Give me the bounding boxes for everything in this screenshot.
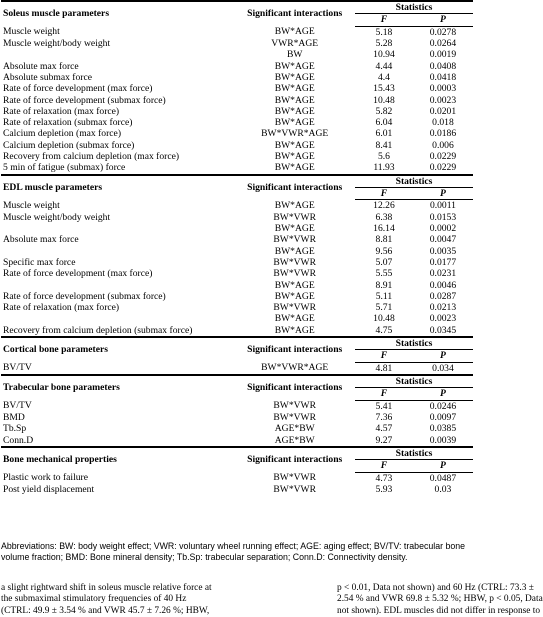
- section-title: EDL muscle parameters: [1, 175, 234, 200]
- table-row: [1, 49, 473, 60]
- section-header-row: [1, 375, 473, 388]
- p-header: P: [413, 460, 473, 472]
- table-row: [1, 212, 473, 223]
- parameter-cell: Recovery from calcium depletion (submax force): [3, 324, 193, 336]
- p-value-cell: 0.0023: [429, 94, 457, 106]
- interactions-header: Significant interactions: [234, 447, 355, 472]
- table-row: [1, 95, 473, 106]
- parameter-cell: Muscle weight/body weight: [3, 211, 111, 223]
- f-value-cell: 10.94: [373, 49, 395, 61]
- f-value-cell: 5.6: [377, 151, 390, 163]
- p-value-cell: 0.0023: [429, 313, 457, 325]
- f-value-cell: 12.26: [373, 200, 395, 212]
- p-value-cell: 0.0487: [429, 472, 457, 484]
- table-row: [1, 313, 473, 324]
- table-row: [1, 325, 473, 337]
- parameter-cell: [1, 223, 234, 234]
- f-value-cell: 4.75: [375, 324, 393, 336]
- p-value-cell: 0.0418: [429, 71, 457, 83]
- section-title: Cortical bone parameters: [1, 337, 234, 362]
- table-row: [1, 106, 473, 117]
- f-value-cell: 4.4: [377, 71, 390, 83]
- f-value-cell: 8.81: [375, 234, 393, 246]
- f-header: F: [355, 188, 413, 200]
- p-value-cell: 0.0345: [429, 324, 457, 336]
- interaction-cell: BW*AGE: [274, 245, 315, 257]
- table-row: [1, 302, 473, 313]
- table-row: [1, 246, 473, 257]
- body-text-left-column: [1, 583, 212, 617]
- section-header-row: [1, 175, 473, 188]
- section-header-row: [1, 447, 473, 460]
- interaction-cell: BW*AGE: [274, 151, 315, 163]
- parameter-cell: Muscle weight/body weight: [3, 37, 111, 49]
- interaction-cell: BW*AGE: [274, 83, 315, 95]
- p-value-cell: 0.03: [434, 483, 452, 495]
- p-value-cell: 0.0019: [429, 49, 457, 61]
- interaction-cell: BW*VWR: [273, 302, 317, 314]
- p-value-cell: 0.0153: [429, 211, 457, 223]
- parameter-cell: Specific max force: [3, 256, 76, 268]
- table-row: [1, 412, 473, 423]
- p-value-cell: 0.0231: [429, 268, 457, 280]
- body-text-line: (CTRL: 49.9 ± 3.54 % and VWR 45.7 ± 7.26 %; HBW,: [1, 605, 210, 616]
- statistics-header: Statistics: [355, 375, 473, 388]
- p-value-cell: 0.0201: [429, 105, 457, 117]
- p-value-cell: 0.0287: [429, 290, 457, 302]
- parameter-cell: Absolute max force: [3, 60, 79, 72]
- parameter-cell: [1, 313, 234, 324]
- f-value-cell: 7.36: [375, 411, 393, 423]
- parameter-cell: Muscle weight: [3, 26, 60, 38]
- parameter-cell: Absolute max force: [3, 234, 79, 246]
- caption-line: Abbreviations: BW: body weight effect; VWR: voluntary wheel running effect; AGE: aging effect; BV/TV: trabecular bone: [1, 541, 466, 551]
- interaction-cell: AGE*BW: [274, 423, 315, 435]
- interaction-cell: BW*VWR: [273, 483, 317, 495]
- parameter-cell: BMD: [3, 411, 25, 423]
- table-row: [1, 200, 473, 212]
- p-value-cell: 0.0229: [429, 151, 457, 163]
- caption-line: volume fraction; BMD: Bone mineral density; Tb.Sp: trabecular separation; Conn.D: Connectivity density.: [1, 551, 408, 562]
- p-value-cell: 0.0278: [429, 26, 457, 38]
- table-row: [1, 61, 473, 72]
- parameter-cell: Rate of relaxation (max force): [3, 302, 120, 314]
- interaction-cell: BW*AGE: [274, 139, 315, 151]
- f-value-cell: 11.93: [373, 162, 395, 174]
- f-value-cell: 8.91: [375, 279, 393, 291]
- interactions-header: Significant interactions: [234, 175, 355, 200]
- p-value-cell: 0.034: [432, 362, 454, 374]
- table-row: [1, 234, 473, 245]
- interactions-header: Significant interactions: [234, 1, 355, 26]
- interactions-header: Significant interactions: [234, 337, 355, 362]
- table-row: [1, 423, 473, 434]
- p-value-cell: 0.0011: [429, 200, 456, 212]
- table-row: [1, 117, 473, 128]
- table-row: [1, 38, 473, 49]
- statistics-header: Statistics: [355, 175, 473, 188]
- parameter-cell: BV/TV: [3, 400, 32, 412]
- table-row: [1, 268, 473, 279]
- f-value-cell: 5.55: [375, 268, 393, 280]
- body-text-right-column: [337, 583, 543, 617]
- interaction-cell: BW*AGE: [274, 200, 315, 212]
- parameter-cell: BV/TV: [3, 362, 32, 374]
- table-row: [1, 400, 473, 412]
- f-value-cell: 6.38: [375, 211, 393, 223]
- interaction-cell: BW*VWR*AGE: [261, 362, 329, 374]
- table-row: [1, 484, 473, 495]
- f-value-cell: 5.71: [375, 302, 393, 314]
- f-value-cell: 4.73: [375, 472, 393, 484]
- parameter-cell: Calcium depletion (max force): [3, 128, 122, 140]
- parameter-cell: Rate of force development (max force): [3, 83, 153, 95]
- p-value-cell: 0.0385: [429, 423, 457, 435]
- interaction-cell: BW: [286, 49, 303, 61]
- statistics-header: Statistics: [355, 447, 473, 460]
- parameter-cell: Tb.Sp: [3, 423, 27, 435]
- table-row: [1, 291, 473, 302]
- parameter-cell: Plastic work to failure: [3, 472, 88, 484]
- f-value-cell: 5.28: [375, 37, 393, 49]
- f-value-cell: 5.93: [375, 483, 393, 495]
- statistics-header: Statistics: [355, 1, 473, 14]
- interaction-cell: BW*AGE: [274, 313, 315, 325]
- f-header: F: [355, 14, 413, 26]
- table-row: [1, 162, 473, 174]
- section-header-row: [1, 337, 473, 350]
- f-header: F: [355, 460, 413, 472]
- table-row: [1, 257, 473, 268]
- f-value-cell: 5.07: [375, 256, 393, 268]
- p-value-cell: 0.0002: [429, 222, 457, 234]
- parameter-cell: Conn.D: [3, 434, 34, 446]
- p-value-cell: 0.018: [432, 117, 454, 129]
- interaction-cell: BW*AGE: [274, 71, 315, 83]
- body-text-line: 2.54 % and VWR 69.8 ± 5.32 %; HBW, p < 0.05, Data: [337, 594, 543, 605]
- parameter-cell: 5 min of fatigue (submax) force: [3, 162, 126, 174]
- table-row: [1, 26, 473, 38]
- interaction-cell: BW*VWR: [273, 268, 317, 280]
- table-row: [1, 472, 473, 484]
- interaction-cell: BW*AGE: [274, 290, 315, 302]
- interaction-cell: BW*VWR: [273, 211, 317, 223]
- f-value-cell: 15.43: [373, 83, 395, 95]
- interaction-cell: BW*AGE: [274, 60, 315, 72]
- parameter-cell: [1, 246, 234, 257]
- p-value-cell: 0.0186: [429, 128, 457, 140]
- parameter-cell: Rate of force development (submax force): [3, 94, 166, 106]
- body-text-line: not shown). EDL muscles did not differ in response to: [337, 605, 541, 616]
- f-value-cell: 10.48: [373, 94, 395, 106]
- statistics-header: Statistics: [355, 337, 473, 350]
- interaction-cell: BW*AGE: [274, 162, 315, 174]
- parameter-cell: Muscle weight: [3, 200, 60, 212]
- table-row: [1, 72, 473, 83]
- p-value-cell: 0.0047: [429, 234, 457, 246]
- p-header: P: [413, 388, 473, 400]
- table-row: [1, 140, 473, 151]
- p-value-cell: 0.0264: [429, 37, 457, 49]
- f-value-cell: 4.81: [375, 362, 393, 374]
- parameter-cell: Rate of force development (max force): [3, 268, 153, 280]
- f-value-cell: 4.44: [375, 60, 393, 72]
- p-value-cell: 0.0035: [429, 245, 457, 257]
- f-value-cell: 5.18: [375, 26, 393, 38]
- interaction-cell: BW*AGE: [274, 26, 315, 38]
- p-value-cell: 0.0177: [429, 256, 457, 268]
- parameter-cell: Post yield displacement: [3, 483, 95, 495]
- parameter-cell: [1, 280, 234, 291]
- f-value-cell: 6.04: [375, 117, 393, 129]
- table-row: [1, 83, 473, 94]
- parameter-cell: Recovery from calcium depletion (max force): [3, 151, 180, 163]
- f-value-cell: 9.27: [375, 434, 393, 446]
- p-value-cell: 0.0003: [429, 83, 457, 95]
- interaction-cell: BW*AGE: [274, 324, 315, 336]
- p-header: P: [413, 350, 473, 362]
- f-value-cell: 5.41: [375, 400, 393, 412]
- interaction-cell: BW*AGE: [274, 222, 315, 234]
- interaction-cell: VWR*AGE: [271, 37, 319, 49]
- p-value-cell: 0.0408: [429, 60, 457, 72]
- section-title: Bone mechanical properties: [1, 447, 234, 472]
- body-text-line: p < 0.01, Data not shown) and 60 Hz (CTRL: 73.3 ±: [337, 583, 534, 593]
- parameter-cell: Absolute submax force: [3, 71, 92, 83]
- parameter-cell: [1, 49, 234, 60]
- interaction-cell: BW*VWR: [273, 411, 317, 423]
- table-row: [1, 128, 473, 139]
- interactions-header: Significant interactions: [234, 375, 355, 400]
- interaction-cell: BW*VWR: [273, 256, 317, 268]
- statistics-table-body: [1, 1, 473, 495]
- f-value-cell: 4.57: [375, 423, 393, 435]
- interaction-cell: BW*AGE: [274, 279, 315, 291]
- interaction-cell: AGE*BW: [274, 434, 315, 446]
- interaction-cell: BW*VWR: [273, 234, 317, 246]
- p-value-cell: 0.006: [432, 139, 454, 151]
- p-header: P: [413, 188, 473, 200]
- f-value-cell: 8.41: [375, 139, 393, 151]
- interaction-cell: BW*VWR: [273, 472, 317, 484]
- f-value-cell: 9.56: [375, 245, 393, 257]
- f-value-cell: 5.11: [375, 290, 393, 302]
- p-value-cell: 0.0246: [429, 400, 457, 412]
- interaction-cell: BW*AGE: [274, 105, 315, 117]
- p-value-cell: 0.0229: [429, 162, 457, 174]
- table-row: [1, 280, 473, 291]
- section-header-row: [1, 1, 473, 14]
- table-row: [1, 362, 473, 375]
- section-title: Trabecular bone parameters: [1, 375, 234, 400]
- parameter-cell: Rate of relaxation (submax force): [3, 117, 133, 129]
- table-row: [1, 435, 473, 447]
- table-caption: [0, 541, 475, 563]
- f-value-cell: 6.01: [375, 128, 393, 140]
- p-value-cell: 0.0039: [429, 434, 457, 446]
- interaction-cell: BW*AGE: [274, 94, 315, 106]
- interaction-cell: BW*VWR: [273, 400, 317, 412]
- interaction-cell: BW*AGE: [274, 117, 315, 129]
- statistics-table: [1, 0, 473, 495]
- p-header: P: [413, 14, 473, 26]
- table-row: [1, 151, 473, 162]
- interaction-cell: BW*VWR*AGE: [261, 128, 329, 140]
- f-value-cell: 10.48: [373, 313, 395, 325]
- body-text-line: a slight rightward shift in soleus muscle relative force at: [1, 583, 212, 593]
- parameter-cell: Rate of force development (submax force): [3, 290, 166, 302]
- f-value-cell: 16.14: [373, 222, 395, 234]
- parameter-cell: Calcium depletion (submax force): [3, 139, 135, 151]
- p-value-cell: 0.0046: [429, 279, 457, 291]
- f-header: F: [355, 388, 413, 400]
- table-row: [1, 223, 473, 234]
- parameter-cell: Rate of relaxation (max force): [3, 105, 120, 117]
- p-value-cell: 0.0097: [429, 411, 457, 423]
- f-header: F: [355, 350, 413, 362]
- f-value-cell: 5.82: [375, 105, 393, 117]
- p-value-cell: 0.0213: [429, 302, 457, 314]
- body-text-line: the submaximal stimulatory frequencies of 40 Hz: [1, 594, 187, 605]
- section-title: Soleus muscle parameters: [1, 1, 234, 26]
